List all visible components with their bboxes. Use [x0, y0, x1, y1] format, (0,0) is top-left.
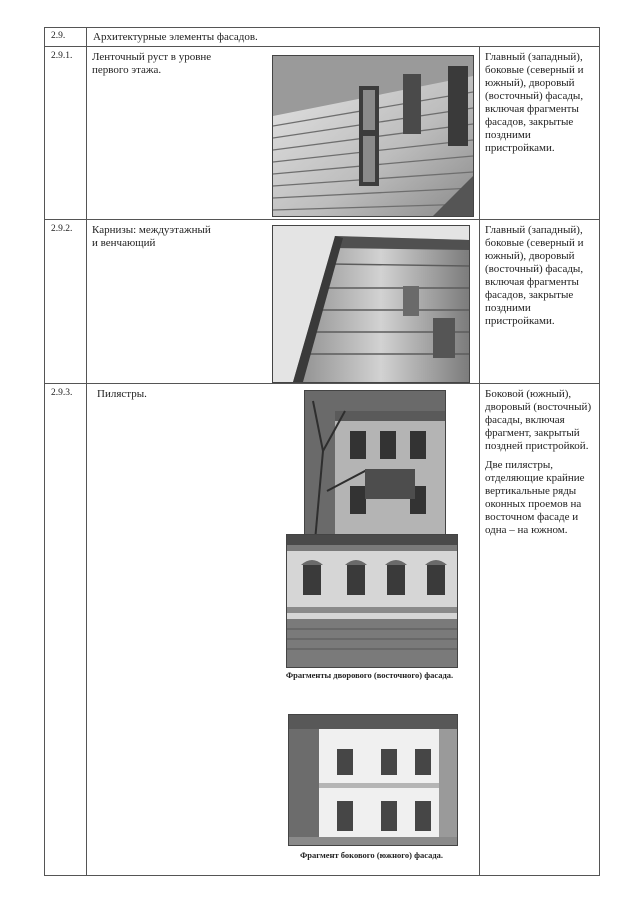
description-text: Две пилястры, отделяющие крайние вертикальные ряды оконных проемов на восточном фасаде и одна – на южном. — [485, 459, 585, 536]
section-title: Архитектурные элементы фасадов. — [87, 28, 600, 47]
row-number: 2.9.3. — [45, 384, 87, 876]
facade-description — [480, 47, 600, 220]
facade-photo-image — [273, 226, 469, 382]
facade-photo-image — [305, 391, 445, 541]
east-facade-photo-top — [304, 390, 446, 542]
element-name: Пилястры. — [87, 384, 222, 876]
table-row — [45, 220, 600, 384]
element-name: Карнизы: междуэтажный и венчающий — [87, 220, 222, 384]
east-facade-caption: Фрагменты дворового (восточного) фасада. — [285, 670, 454, 680]
cornice-photo — [272, 225, 470, 383]
photo-cell — [222, 220, 480, 384]
south-facade-photo — [288, 714, 458, 846]
photo-cell — [222, 47, 480, 220]
table-row — [45, 47, 600, 220]
south-facade-caption: Фрагмент бокового (южного) фасада. — [299, 850, 443, 860]
row-number: 2.9.2. — [45, 220, 87, 384]
facade-photo-image — [273, 56, 473, 216]
facade-photo-image — [289, 715, 457, 845]
photo-stack — [222, 384, 480, 874]
row-number: 2.9.1. — [45, 47, 87, 220]
table-row — [45, 384, 600, 876]
element-name: Ленточный руст в уровне первого этажа. — [87, 47, 222, 220]
description-text: Главный (западный), боковые (северный и южный), дворовый (восточный) фасады, включая фрагменты фасадов, закрытые поздними пристройками. — [485, 224, 584, 327]
description-text: Главный (западный), боковые (северный и южный), дворовый (восточный) фасады, включая фрагменты фасадов, закрытые поздними пристройками. — [485, 51, 584, 154]
description-text: Боковой (южный), дворовый (восточный) фасады, включая фрагмент, закрытый поздней пристройкой. — [485, 388, 592, 452]
section-number: 2.9. — [45, 28, 87, 47]
facade-photo-image — [287, 535, 457, 667]
east-facade-photo-bottom — [286, 534, 458, 668]
facade-description — [480, 384, 600, 876]
facade-description — [480, 220, 600, 384]
rustication-photo — [272, 55, 474, 217]
photo-cell — [222, 384, 480, 876]
section-header-row — [45, 28, 600, 47]
elements-table — [44, 27, 600, 876]
